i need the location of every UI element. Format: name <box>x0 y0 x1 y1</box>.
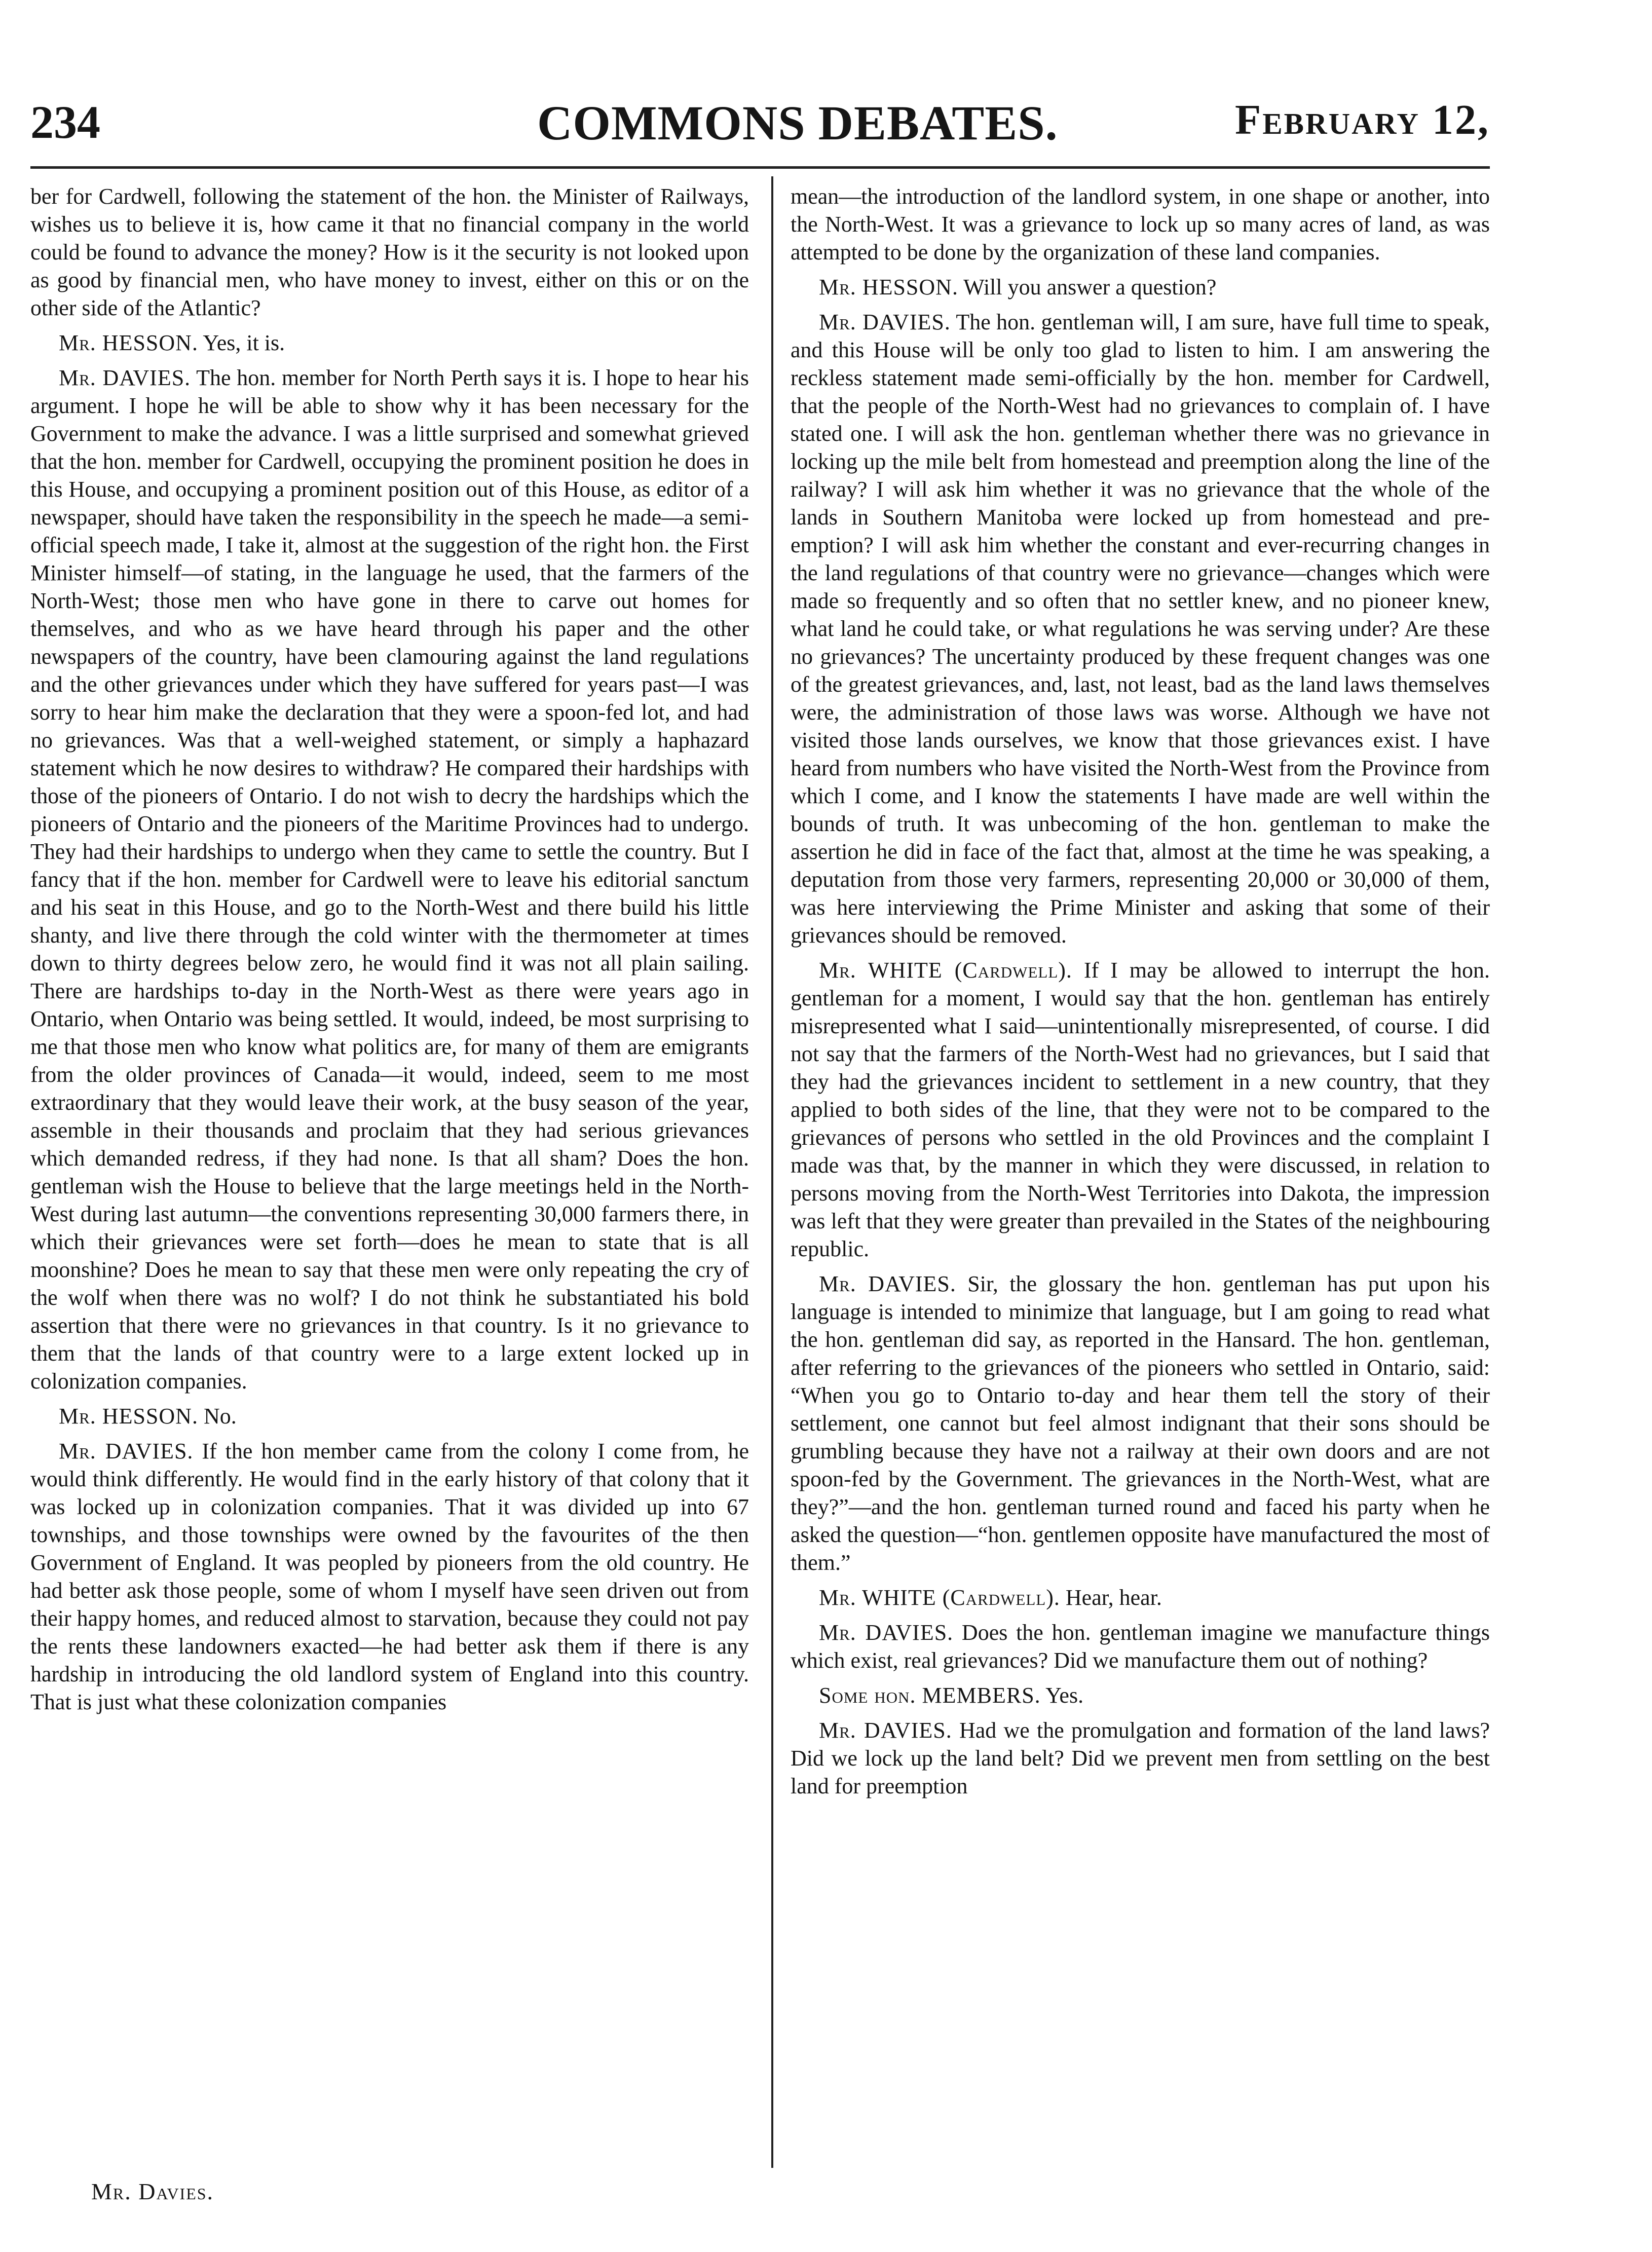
paragraph <box>30 182 749 322</box>
speaker-name: Mr. HESSON. <box>59 1404 198 1429</box>
speaker-name: Mr. DAVIES. <box>819 1271 956 1296</box>
speaker-name: Mr. DAVIES. <box>59 1439 194 1463</box>
paragraph-text: The hon. member for North Perth says it is. I hope to hear his argument. I hope he will be able to show why it has been necessary for the Government to make the advance. I was a little surprised and somewhat grieved that the hon. member for Cardwell, occupying the prominent position he does in this House, and occupying a prominent position out of this House, as editor of a newspaper, should have taken the responsibility in the speech he made—a semi-official speech made, I take it, almost at the suggestion of the right hon. the First Minister himself—of stating, in the language he used, that the farmers of the North-West; those men who have gone in there to carve out homes for themselves, and who as we have heard through his paper and the other newspapers of the country, have been clamouring against the land regulations and the other grievances under which they have suffered for years past—I was sorry to hear him make the declaration that they were a spoon-fed lot, and had no grievances. Was that a well-weighed statement, or simply a haphazard statement which he now desires to withdraw? He compared their hardships with those of the pioneers of Ontario. I do not wish to decry the hardships which the pioneers of Ontario and the pioneers of the Maritime Provinces had to undergo. They had their hardships to undergo when they came to settle the country. But I fancy that if the hon. member for Cardwell were to leave his editorial sanctum and his seat in this House, and go to the North-West and there build his little shanty, and live there through the cold winter with the thermometer at times down to thirty degrees below zero, he would find it was not all plain sailing. There are hardships to-day in the North-West as there were years ago in Ontario, when Ontario was being settled. It would, indeed, be most surprising to me that those men who know what politics are, for many of them are emigrants from the older provinces of Canada—it would, indeed, seem to me most extraordinary that they would leave their work, at the busy season of the year, assemble in their thousands and proclaim that they had serious grievances which demanded redress, if they had none. Is that all sham? Does the hon. gentleman wish the House to believe that the large meetings held in the North-West during last autumn—the conventions representing 30,000 farmers there, in which their grievances were set forth—does he mean to state that is all moonshine? Does he mean to say that these men were only repeating the cry of the wolf when there was no wolf? I do not think he substantiated his bold assertion that there were no grievances in that country. Is it no grievance to them that the lands of that country were to a large extent locked up in colonization companies. <box>30 365 749 1394</box>
speaker-name: Mr. DAVIES. <box>819 310 951 334</box>
speaker-name: Mr. WHITE (Cardwell). <box>819 1585 1060 1610</box>
speaker-name: Mr. DAVIES. <box>819 1718 952 1743</box>
speaker-name: Some hon. MEMBERS. <box>819 1683 1041 1708</box>
paragraph <box>30 364 749 1395</box>
paragraph-text: Yes, it is. <box>203 330 285 355</box>
speaker-name: Mr. HESSON. <box>819 275 958 299</box>
paragraph-text: Does the hon. gentleman imagine we manufacture things which exist, real grievances? Did we manufacture them out of nothing? <box>791 1620 1490 1673</box>
paragraph <box>791 273 1490 301</box>
speaker-name: Mr. DAVIES. <box>819 1620 954 1645</box>
speaker-name: Mr. DAVIES. <box>59 365 191 390</box>
catchword: Mr. Davies. <box>91 2179 214 2204</box>
speaker-name: Mr. HESSON. <box>59 330 198 355</box>
column-divider <box>771 176 773 2168</box>
paragraph <box>791 1716 1490 1800</box>
speaker-name: Mr. WHITE (Cardwell). <box>819 958 1072 983</box>
paragraph <box>791 1584 1490 1611</box>
page-date: February 12, <box>1235 96 1490 143</box>
paragraph <box>791 308 1490 949</box>
paragraph <box>30 1402 749 1430</box>
left-column <box>30 182 749 1723</box>
paragraph-text: The hon. gentleman will, I am sure, have full time to speak, and this House will be only too glad to listen to him. I am answering the reckless statement made semi-officially by the hon. member for Cardwell, that the people of the North-West had no grievances to complain of. I have stated one. I will ask the hon. gentleman whether there was no grievance in locking up the mile belt from homestead and preemption along the line of the railway? I will ask him whether it was no grievance that the whole of the lands in Southern Manitoba were locked up from homestead and pre-emption? I will ask him whether the constant and ever-recurring changes in the land regulations of that country were no grievance—changes which were made so frequently and so often that no settler knew, and no pioneer knew, what land he could take, or what regulations he was serving under? Are these no grievances? The uncertainty produced by these frequent changes was one of the greatest grievances, and, last, not least, bad as the land laws themselves were, the administration of those laws was worse. Although we have not visited those lands ourselves, we know that those grievances exist. I have heard from numbers who have visited the North-West from the Province from which I come, and I know the statements I have made are well within the bounds of truth. It was unbecoming of the hon. gentleman to make the assertion he did in face of the fact that, almost at the time he was speaking, a deputation from those very farmers, representing 20,000 or 30,000 of them, was here interviewing the Prime Minister and asking that some of their grievances should be removed. <box>791 310 1490 948</box>
page-title: COMMONS DEBATES. <box>537 96 1058 150</box>
paragraph-text: If the hon member came from the colony I come from, he would think differently. He would find in the early history of that colony that it was locked up in colonization companies. That it was divided up into 67 townships, and those townships were owned by the favourites of the then Government of England. It was peopled by pioneers from the old country. He had better ask those people, some of whom I myself have seen driven out from their happy homes, and reduced almost to starvation, because they could not pay the rents these landowners exacted—he had better ask them if there is any hardship in introducing the old landlord system of England into this country. That is just what these colonization companies <box>30 1439 749 1714</box>
header-rule <box>30 166 1490 169</box>
paragraph <box>30 329 749 357</box>
paragraph <box>791 1270 1490 1577</box>
paragraph-text: ber for Cardwell, following the statement of the hon. the Minister of Railways, wishes us to believe it is, how came it that no financial company in the world could be found to advance the money? How is it the security is not looked upon as good by financial men, who have money to invest, either on this or on the other side of the Atlantic? <box>30 184 749 320</box>
page-number: 234 <box>30 96 100 148</box>
paragraph-text: Sir, the glossary the hon. gentleman has put upon his language is intended to minimize that language, but I am going to read what the hon. gentleman did say, as reported in the Hansard. The hon. gentleman, after referring to the grievances of the pioneers who settled in Ontario, said: “When you go to Ontario to-day and hear them tell the story of their settlement, one cannot but feel almost indignant that their sons should be grumbling because they have not a railway at their own doors and are not spoon-fed by the Government. The grievances in the North-West, what are they?”—and the hon. gentleman turned round and faced his party when he asked the question—“hon. gentlemen opposite have manufactured the most of them.” <box>791 1271 1490 1575</box>
paragraph <box>791 1619 1490 1674</box>
paragraph <box>791 182 1490 266</box>
paragraph-text: If I may be allowed to interrupt the hon. gentleman for a moment, I would say that the hon. gentleman has entirely misrepresented what I said—unintentionally misrepresented, of course. I did not say that the farmers of the North-West had no grievances, but I said that they had the grievances incident to settlement in a new country, that they applied to both sides of the line, that they were not to be compared to the grievances of persons who settled in the old Provinces and the complaint I made was that, by the manner in which they were discussed, in relation to persons moving from the North-West Territories into Dakota, the impression was left that they were greater than prevailed in the States of the neighbouring republic. <box>791 958 1490 1261</box>
paragraph-text: Yes. <box>1045 1683 1084 1708</box>
paragraph-text: mean—the introduction of the landlord system, in one shape or another, into the North-West. It was a grievance to lock up so many acres of land, as was attempted to be done by the organization of these land companies. <box>791 184 1490 265</box>
paragraph <box>791 956 1490 1263</box>
paragraph-text: No. <box>203 1404 237 1429</box>
page-header <box>30 96 1490 170</box>
paragraph-text: Hear, hear. <box>1065 1585 1162 1610</box>
paragraph <box>791 1681 1490 1709</box>
paragraph-text: Will you answer a question? <box>963 275 1217 299</box>
paragraph-text: Had we the promulgation and formation of the land laws? Did we lock up the land belt? Did we prevent men from settling on the best land for preemption <box>791 1718 1490 1798</box>
right-column <box>791 182 1490 1807</box>
paragraph <box>30 1437 749 1716</box>
